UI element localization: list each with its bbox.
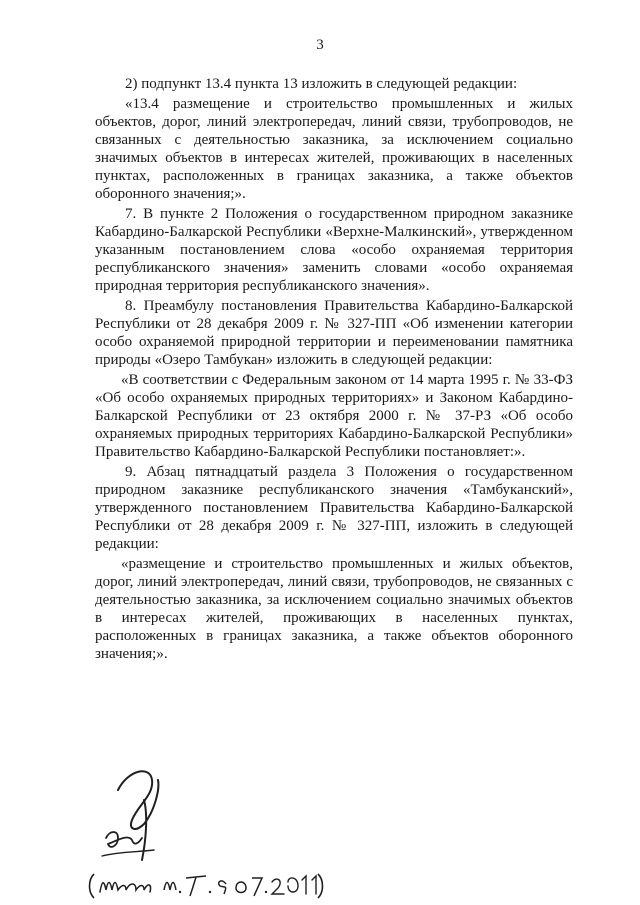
handwritten-note	[86, 870, 326, 900]
page-number: 3	[316, 37, 324, 53]
paragraph-item-7: 7. В пункте 2 Положения о государственном природном заказнике Кабардино-Балкарской Республики «Верхне-Малкинский», утвержденном указанным постановлением слова «особо охраняемая территория республиканского значения» заменить словами «особо охраняемая природная территория республиканского значения».	[95, 206, 573, 294]
paragraph-item-9: 9. Абзац пятнадцатый раздела 3 Положения о государственном природном заказнике республиканского значения «Тамбуканский», утвержденного постановлением Правительства Кабардино-Балкарской Республики от 28 декабря 2009 г. № 327-ПП, изложить в следующей редакции:	[95, 464, 573, 552]
document-body	[95, 75, 573, 665]
paragraph-item-8: 8. Преамбулу постановления Правительства Кабардино-Балкарской Республики от 28 декабря 2009 г. № 327-ПП «Об изменении категории особо охраняемой природной территории и переименовании памятника природы «Озеро Тамбукан» изложить в следующей редакции:	[95, 298, 573, 368]
handwritten-signature	[88, 760, 218, 875]
paragraph-preamble-quote: «В соответствии с Федеральным законом от 14 марта 1995 г. № 33-ФЗ «Об особо охраняемых природных территориях» и Законом Кабардино-Балкарской Республики от 23 октября 2000 г. № 37-РЗ «Об особо охраняемых природных территориях Кабардино-Балкарской Республики» Правительство Кабардино-Балкарской Республики постановляет:».	[95, 372, 573, 460]
paragraph-final-quote: «размещение и строительство промышленных и жилых объектов, дорог, линий электропередач, линий связи, трубопроводов, не связанных с деятельностью заказника, за исключением социально значимых объектов в интересах жителей, проживающих в населенных пунктах, расположенных в границах заказника, а также объектов оборонного значения;».	[95, 556, 573, 662]
paragraph-quote-13-4: «13.4 размещение и строительство промышленных и жилых объектов, дорог, линий электропередач, линий связи, трубопроводов, не связанных с деятельностью заказника, за исключением социально значимых объектов в интересах жителей, проживающих в населенных пунктах, расположенных в границах заказника, а также объектов оборонного значения;».	[95, 96, 573, 202]
paragraph-subitem-2: 2) подпункт 13.4 пункта 13 изложить в следующей редакции:	[125, 76, 518, 92]
